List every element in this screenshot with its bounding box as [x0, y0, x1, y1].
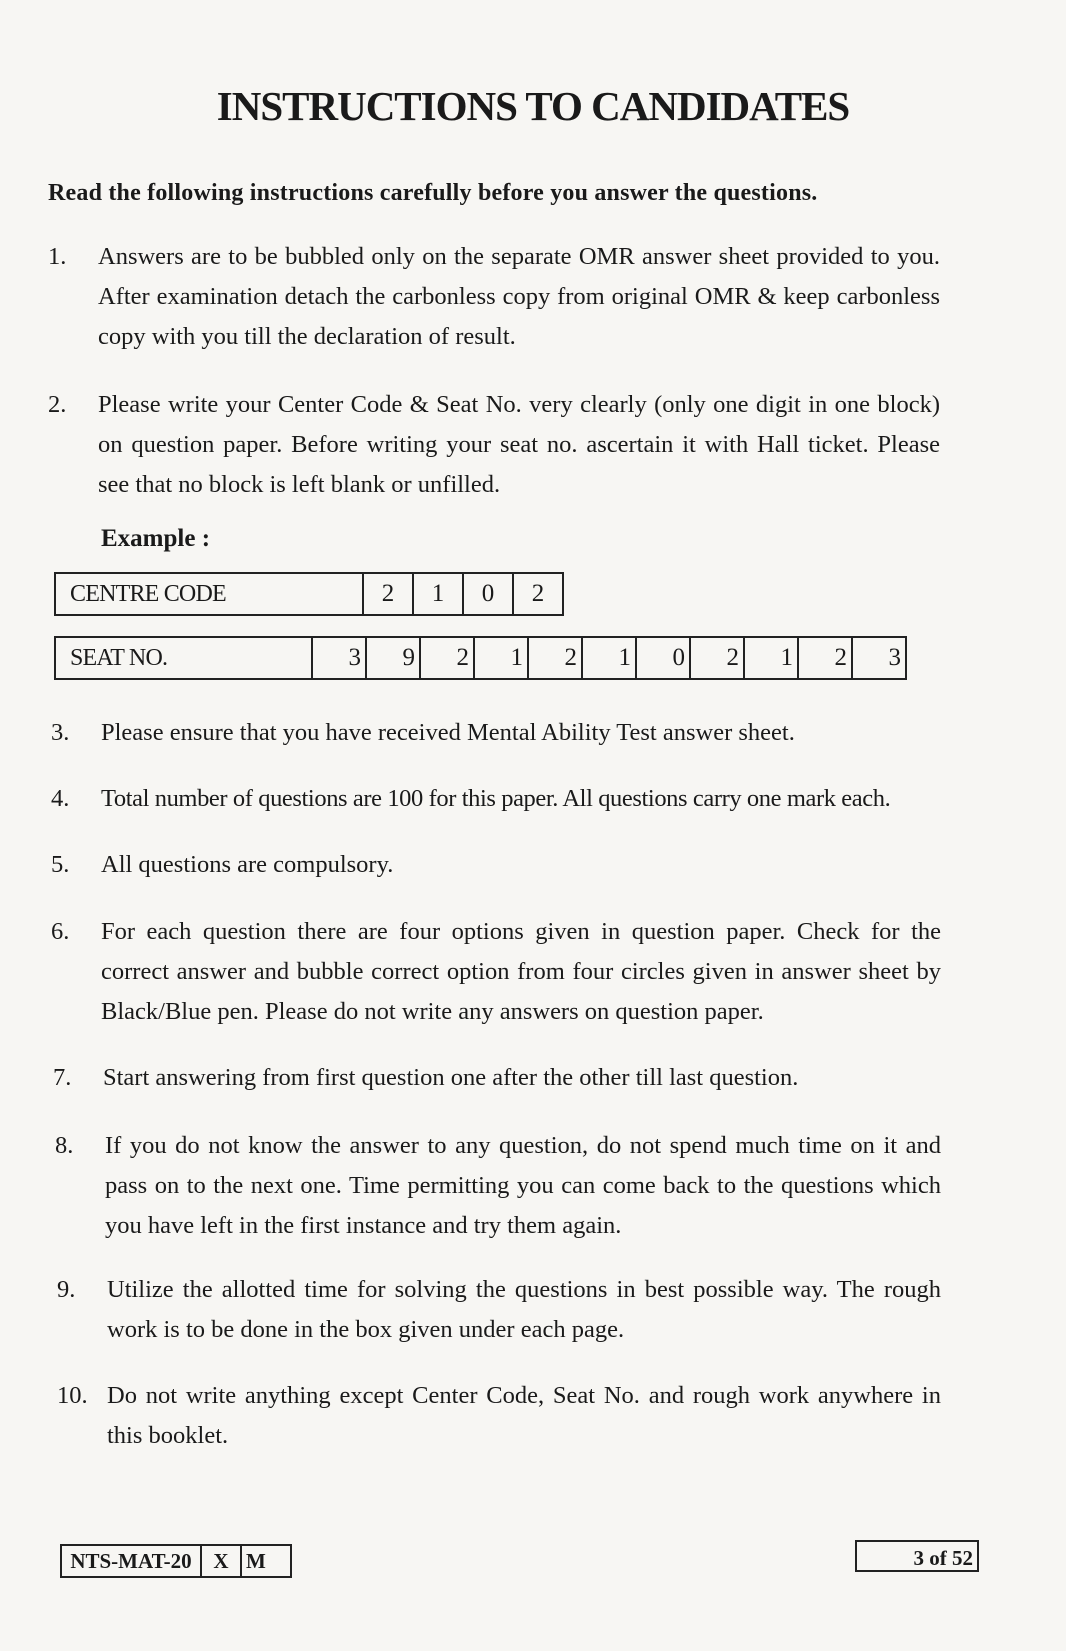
page-title: INSTRUCTIONS TO CANDIDATES — [216, 83, 850, 129]
instruction-item-7 — [53, 1058, 941, 1098]
instruction-text: Please write your Center Code & Seat No. very clearly (only one digit in one block) on question paper. Before writing your seat no. ascertain it with Hall ticket. Please see that no block is left blank or unfilled. — [98, 391, 940, 498]
seat-no-digit: 1 — [582, 637, 636, 679]
seat-no-digit: 2 — [690, 637, 744, 679]
instruction-text: Total number of questions are 100 for this paper. All questions carry one mark each. — [101, 785, 891, 812]
instruction-number: 1. — [48, 243, 67, 270]
seat-no-box — [54, 636, 907, 680]
seat-no-digit: 3 — [312, 637, 366, 679]
seat-no-digit: 1 — [474, 637, 528, 679]
centre-code-digit: 2 — [513, 573, 563, 615]
instruction-item-3 — [51, 713, 941, 753]
instruction-item-4 — [51, 779, 941, 819]
instructions-subtitle: Read the following instructions carefully before you answer the questions. — [48, 180, 818, 206]
instruction-text: Answers are to be bubbled only on the separate OMR answer sheet provided to you. After examination detach the carbonless copy from original OMR & keep carbonless copy with you till the declaration of result. — [98, 243, 940, 350]
instruction-number: 7. — [53, 1064, 72, 1091]
centre-code-digit: 0 — [463, 573, 513, 615]
centre-code-digit: 2 — [363, 573, 413, 615]
instruction-item-2 — [48, 385, 940, 505]
instruction-number: 8. — [55, 1132, 74, 1159]
instruction-number: 3. — [51, 719, 70, 746]
instruction-number: 10. — [57, 1382, 88, 1409]
instruction-item-10 — [57, 1376, 943, 1456]
instruction-text: For each question there are four options given in question paper. Check for the correct answer and bubble correct option from four circles given in answer sheet by Black/Blue pen. Please do not write any answers on question paper. — [101, 918, 941, 1025]
instruction-number: 6. — [51, 918, 70, 945]
instruction-item-6 — [51, 912, 941, 1032]
instruction-item-1 — [48, 237, 940, 357]
instruction-text: Please ensure that you have received Mental Ability Test answer sheet. — [101, 719, 795, 746]
paper-code: NTS-MAT-20 — [61, 1545, 201, 1577]
instruction-item-8 — [55, 1126, 943, 1246]
paper-code-box-x: X — [201, 1545, 241, 1577]
centre-code-digit: 1 — [413, 573, 463, 615]
instruction-text: Start answering from first question one after the other till last question. — [103, 1064, 799, 1091]
instruction-item-9 — [57, 1270, 943, 1350]
paper-code-box-m: M — [241, 1545, 291, 1577]
instruction-text: Do not write anything except Center Code, Seat No. and rough work anywhere in this booklet. — [107, 1382, 941, 1449]
paper-code-box — [60, 1544, 292, 1578]
instruction-number: 5. — [51, 851, 70, 878]
instruction-number: 9. — [57, 1276, 76, 1303]
instruction-number: 4. — [51, 785, 70, 812]
example-label: Example : — [101, 525, 211, 552]
seat-no-digit: 2 — [798, 637, 852, 679]
instruction-text: All questions are compulsory. — [101, 851, 394, 878]
seat-no-label: SEAT NO. — [55, 637, 312, 679]
instruction-item-5 — [51, 845, 941, 885]
centre-code-box — [54, 572, 564, 616]
seat-no-digit: 2 — [420, 637, 474, 679]
page-number: 3 of 52 — [855, 1540, 979, 1572]
seat-no-digit: 9 — [366, 637, 420, 679]
instruction-text: Utilize the allotted time for solving the questions in best possible way. The rough work is to be done in the box given under each page. — [107, 1276, 941, 1343]
seat-no-digit: 2 — [528, 637, 582, 679]
seat-no-digit: 3 — [852, 637, 906, 679]
seat-no-digit: 1 — [744, 637, 798, 679]
seat-no-digit: 0 — [636, 637, 690, 679]
instruction-text: If you do not know the answer to any question, do not spend much time on it and pass on to the next one. Time permitting you can come back to the questions which you have left in the first instance and try them again. — [105, 1132, 941, 1239]
centre-code-label: CENTRE CODE — [55, 573, 363, 615]
instruction-number: 2. — [48, 391, 67, 418]
